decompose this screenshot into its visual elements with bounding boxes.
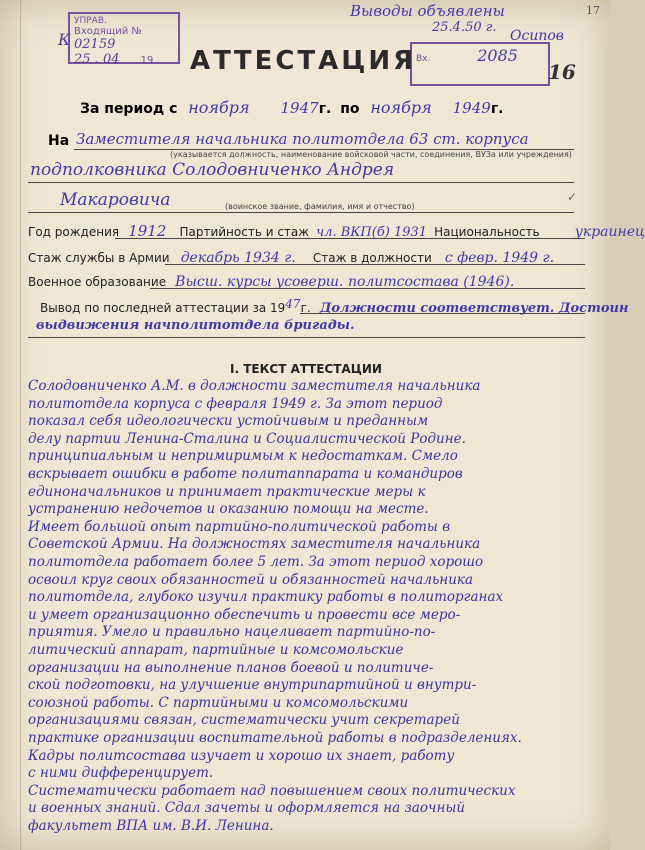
birth-underline	[115, 238, 585, 239]
attestation-text-line: с ними дифференцирует.	[28, 765, 214, 782]
attestation-text-line: литический аппарат, партийные и комсомольские	[28, 642, 404, 658]
nationality-value: украинец	[574, 224, 645, 240]
stamp-year: 19	[140, 55, 154, 66]
position-tenure-label: Стаж в должности	[312, 251, 432, 265]
page-number: 17	[586, 4, 600, 17]
period-year-mark-2: г.	[490, 101, 504, 117]
stamp-incoming-number: 02159	[74, 37, 116, 52]
service-underline	[165, 264, 585, 265]
attestation-text-line: политотдела корпуса с февраля 1949 г. За этот период	[28, 395, 443, 412]
attestation-text-line: политотдела работает более 5 лет. За этот период хорошо	[28, 554, 484, 570]
period-prefix: За период с	[80, 101, 178, 117]
period-from-year: 1947	[280, 99, 319, 117]
attestation-text-line: вскрывает ошибки в работе политаппарата и командиров	[28, 466, 463, 482]
document-title: АТТЕСТАЦИЯ	[190, 46, 417, 76]
attestation-text-line: организациями связан, систематически учит секретарей	[28, 712, 460, 729]
section-title: I. ТЕКСТ АТТЕСТАЦИИ	[230, 362, 382, 376]
birth-label: Год рождения	[28, 225, 120, 239]
name-caption: (воинское звание, фамилия, имя и отчество)	[225, 202, 415, 211]
last-attestation-underline-1	[300, 313, 585, 314]
stamp-incoming-label: Входящий №	[74, 26, 142, 37]
stamp-date: 25 . 04	[74, 52, 120, 67]
attestation-text-line: организации на выполнение планов боевой и политиче-	[28, 659, 434, 676]
position-tenure-value: с февр. 1949 г.	[444, 250, 555, 266]
period-to-year: 1949	[452, 99, 491, 117]
service-value: декабрь 1934 г.	[180, 250, 296, 266]
corner-mark: К	[58, 30, 71, 49]
party-label: Партийность и стаж	[179, 225, 310, 239]
attestation-text-line: ской подготовки, на улучшение внутрипартийной и внутри-	[28, 677, 477, 694]
period-year-mark: г.	[318, 101, 332, 117]
top-note-date: 25.4.50 г.	[432, 20, 497, 35]
on-label: На	[48, 133, 70, 149]
stamp-date-row	[74, 52, 174, 67]
attestation-text-line: единоначальников и принимает практические меры к	[28, 483, 426, 500]
stamp-incoming-row	[74, 26, 174, 52]
period-row	[80, 98, 503, 117]
position-text: Заместителя начальника политотдела 63 ст. корпуса	[76, 130, 529, 148]
service-label: Стаж службы в Армии	[28, 251, 170, 265]
attestation-text-line: союзной работы. С партийными и комсомольскими	[28, 694, 409, 711]
name-underline-2	[28, 212, 574, 213]
attestation-text-line: принципиальным и непримиримым к недостаткам. Смело	[28, 448, 458, 465]
attestation-text-line: Кадры политсостава изучает и хорошо их знает, работу	[28, 747, 455, 764]
pencil-check-mark: ✓	[567, 190, 578, 204]
period-to-month: ноября	[370, 98, 432, 117]
attestation-text-line: приятия. Умело и правильно нацеливает партийно-по-	[28, 624, 436, 641]
education-value: Высш. курсы усоверш. политсостава (1946).	[175, 274, 515, 290]
birth-value: 1912	[128, 222, 167, 240]
attestation-text-line: и умеет организационно обеспечить и провести все меро-	[28, 606, 461, 623]
attestation-text-line: Солодовниченко А.М. в должности заместителя начальника	[28, 378, 481, 394]
top-note-signature: Осипов	[510, 28, 564, 44]
last-attestation-value-1: Должности соответствует. Достоин	[319, 301, 629, 316]
nationality-label: Национальность	[434, 225, 540, 239]
education-label: Военное образование	[28, 275, 167, 289]
position-caption: (указывается должность, наименование войсковой части, соединения, ВУЗа или учреждения)	[170, 150, 572, 159]
incoming-stamp-left	[68, 12, 180, 67]
folio-mark: 16	[548, 60, 576, 84]
attestation-text-line: практике организации воспитательной работы в подразделениях.	[28, 730, 522, 746]
attestation-text-line: освоил круг своих обязанностей и обязанностей начальника	[28, 571, 473, 588]
attestation-text-line: факультет ВПА им. В.И. Ленина.	[28, 818, 274, 834]
name-underline-1	[28, 182, 574, 183]
last-attestation-year: 47	[285, 297, 301, 311]
attestation-text-line: показал себя идеологически устойчивым и преданным	[28, 413, 429, 430]
last-attestation-underline-2	[28, 337, 585, 338]
margin-line	[20, 0, 21, 850]
name-line2: Макаровича	[60, 190, 171, 210]
education-underline	[150, 288, 585, 289]
period-mid: по	[340, 101, 360, 117]
stamp-office: УПРАВ.	[74, 16, 107, 26]
attestation-text-line: и военных знаний. Сдал зачеты и оформляется на заочный	[28, 800, 466, 817]
stamp-right-label: Вх.	[416, 54, 431, 64]
party-value: чл. ВКП(б) 1931	[316, 225, 428, 240]
name-line1: подполковника Солодовниченко Андрея	[30, 160, 395, 180]
attestation-text-line: Систематически работает над повышением своих политических	[28, 782, 516, 799]
incoming-stamp-right	[410, 42, 550, 86]
top-note-line1: Выводы объявлены	[350, 2, 505, 20]
attestation-text-line: делу партии Ленина-Сталина и Социалистической Родине.	[28, 430, 466, 447]
period-from-month: ноября	[188, 98, 250, 117]
last-attestation-value-2: выдвижения начполитотдела бригады.	[36, 318, 355, 333]
last-attestation-label: Вывод по последней аттестации за 19	[40, 301, 286, 315]
attestation-text-line: Советской Армии. На должностях заместителя начальника	[28, 536, 481, 553]
attestation-text-line: устранению недочетов и оказанию помощи на месте.	[28, 501, 429, 518]
stamp-right-number: 2085	[477, 46, 518, 65]
attestation-text-line: Имеет большой опыт партийно-политической работы в	[28, 518, 451, 535]
attestation-text-line: политотдела, глубоко изучил практику работы в политорганах	[28, 589, 504, 606]
last-attestation-suffix: г.	[300, 301, 311, 315]
